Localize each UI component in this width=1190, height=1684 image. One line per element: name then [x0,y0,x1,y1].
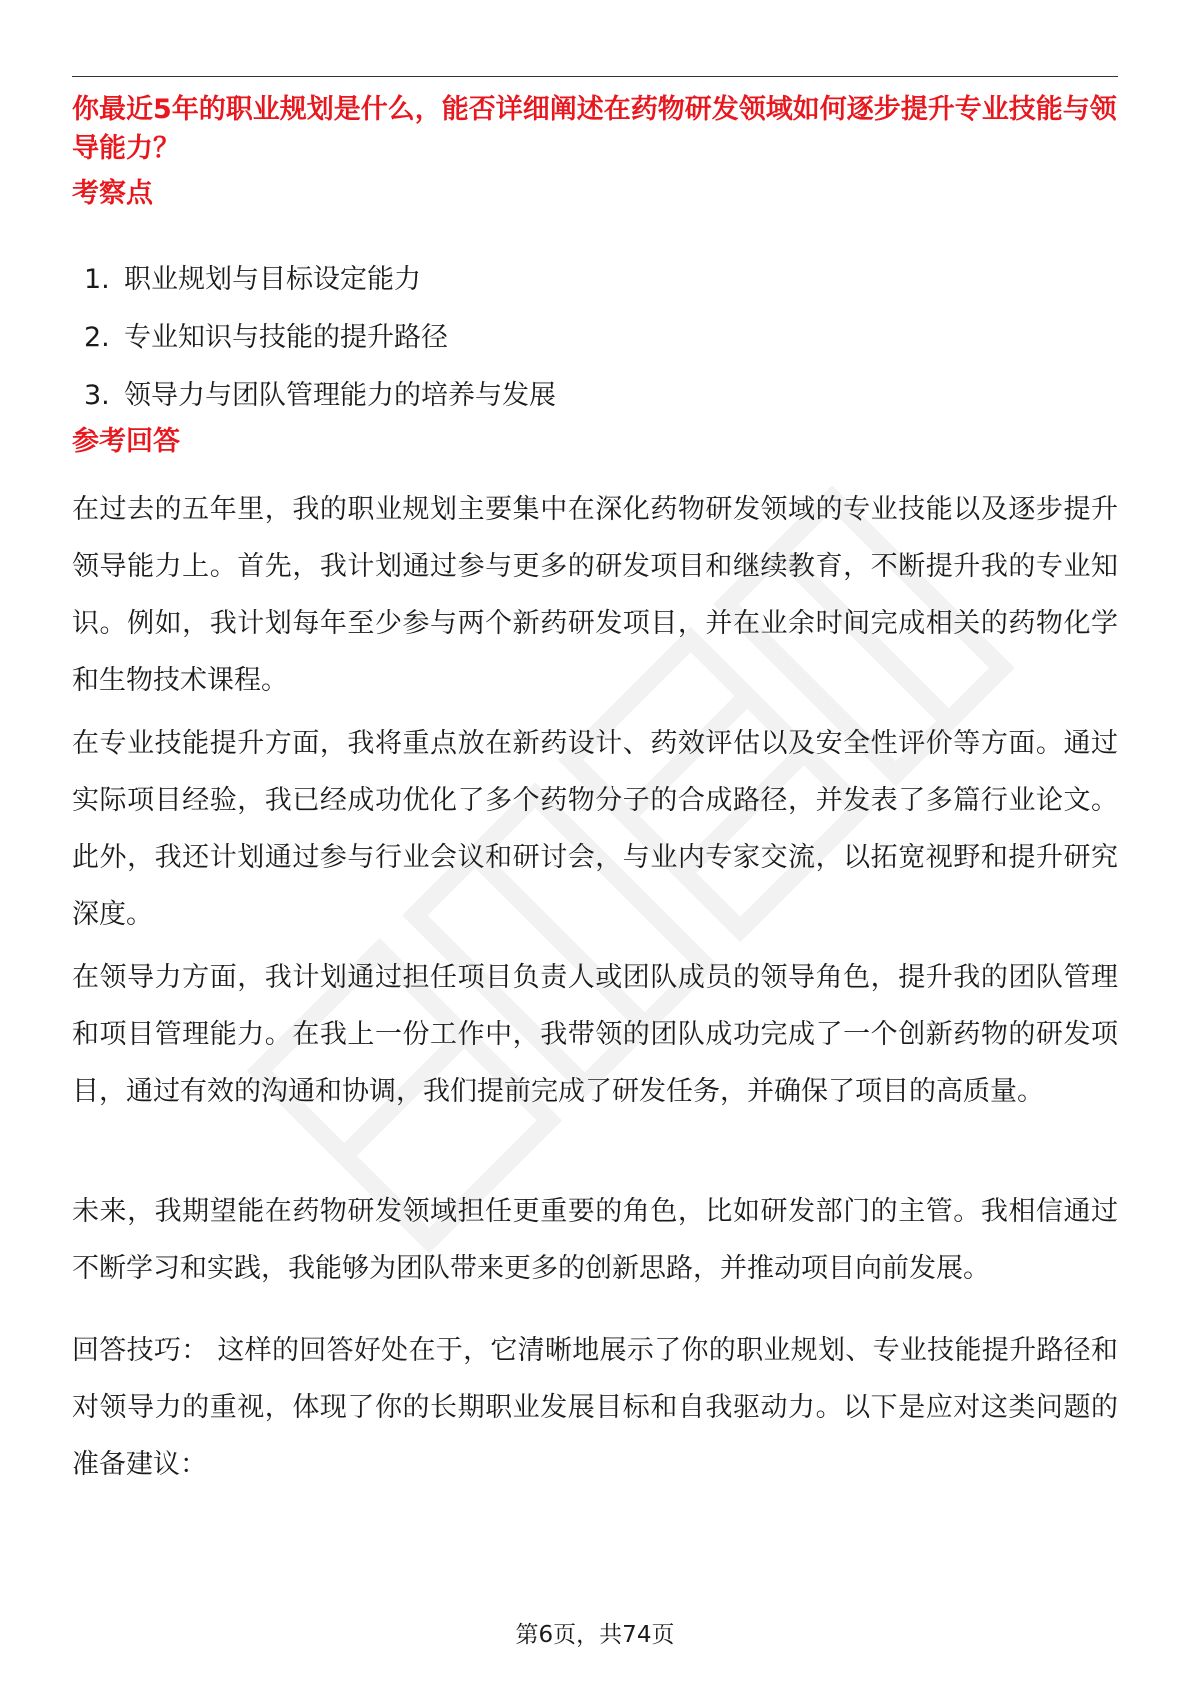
list-item [84,320,1084,356]
answer-paragraph: 未来，我期望能在药物研发领域担任更重要的角色，比如研发部门的主管。我相信通过不断学习和实践，我能够为团队带来更多的创新思路，并推动项目向前发展。 [72,1196,1118,1284]
list-item-number: 2. [84,322,110,353]
list-item-number: 1. [84,264,110,295]
answer-paragraph: 在专业技能提升方面，我将重点放在新药设计、药效评估以及安全性评价等方面。通过实际项目经验，我已经成功优化了多个药物分子的合成路径，并发表了多篇行业论文。此外，我还计划通过参与行业会议和研讨会，与业内专家交流，以拓宽视野和提升研究深度。 [72,728,1118,930]
answer-paragraph: 在过去的五年里，我的职业规划主要集中在深化药物研发领域的专业技能以及逐步提升领导能力上。首先，我计划通过参与更多的研发项目和继续教育，不断提升我的专业知识。例如，我计划每年至少参与两个新药研发项目，并在业余时间完成相关的药物化学和生物技术课程。 [72,494,1118,696]
list-item-number: 3. [84,380,110,411]
list-item-text: 专业知识与技能的提升路径 [124,322,448,353]
list-item [84,262,1084,298]
points-list [84,262,1084,436]
page-number: 第6页，共74页 [515,1622,675,1648]
list-item [84,378,1084,414]
answer-paragraph: 在领导力方面，我计划通过担任项目负责人或团队成员的领导角色，提升我的团队管理和项目管理能力。在我上一份工作中，我带领的团队成功完成了一个创新药物的研发项目，通过有效的沟通和协调，我们提前完成了研发任务，并确保了项目的高质量。 [72,962,1118,1107]
top-rule [72,76,1118,77]
question-title: 你最近5年的职业规划是什么，能否详细阐述在药物研发领域如何逐步提升专业技能与领导能力？ [72,94,1117,164]
answer-heading: 参考回答 [72,426,180,457]
answer-tips-paragraph: 回答技巧： 这样的回答好处在于，它清晰地展示了你的职业规划、专业技能提升路径和对领导力的重视，体现了你的长期职业发展目标和自我驱动力。以下是应对这类问题的准备建议： [72,1335,1118,1480]
list-item-text: 领导力与团队管理能力的培养与发展 [124,380,556,411]
list-item-text: 职业规划与目标设定能力 [124,264,421,295]
points-heading: 考察点 [72,178,153,209]
